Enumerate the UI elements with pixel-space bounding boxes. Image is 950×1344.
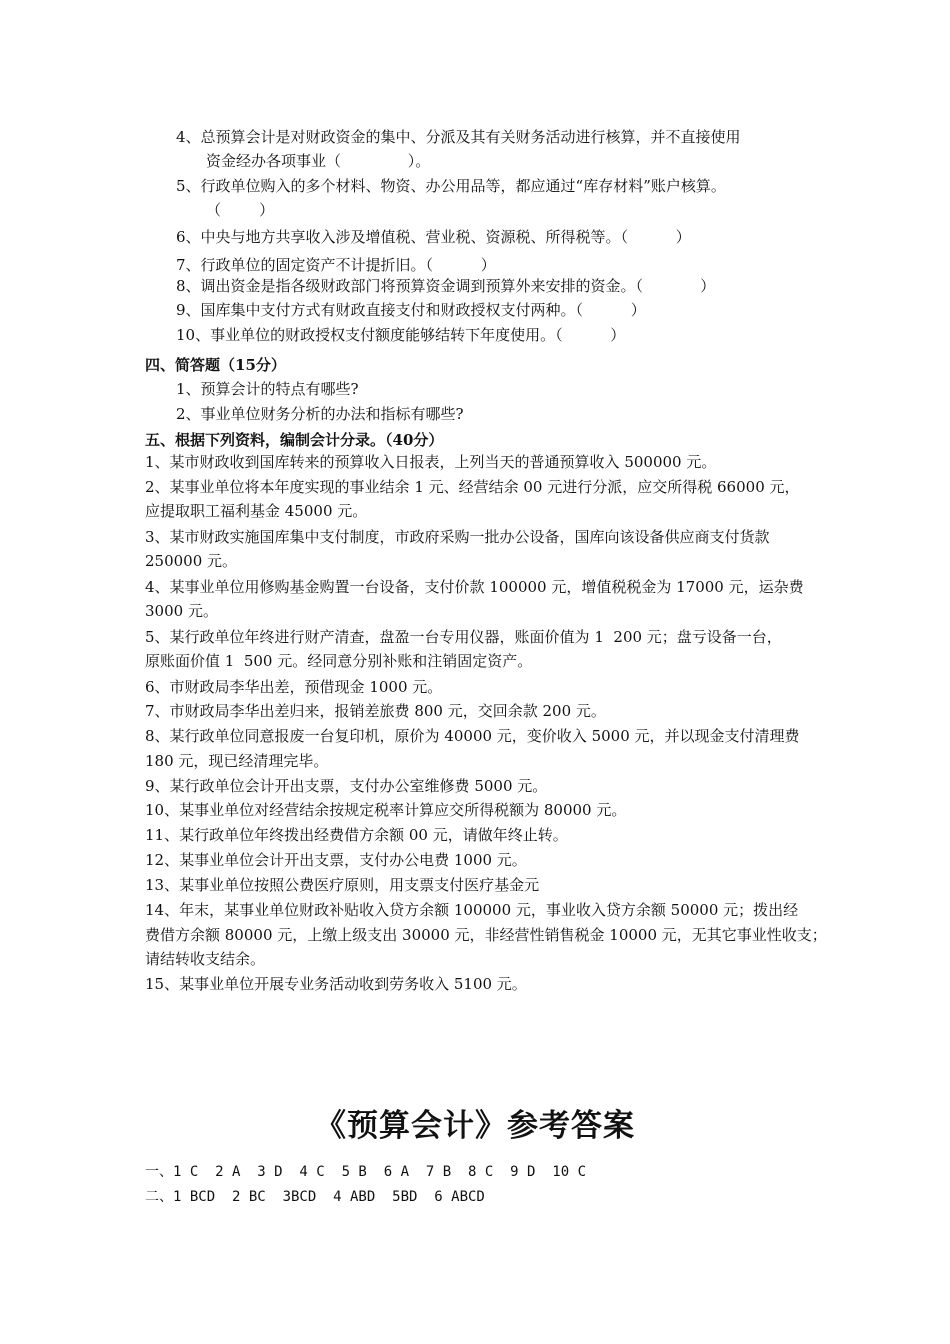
section5-line: 10、某事业单位对经营结余按规定税率计算应交所得税额为 80000 元。 bbox=[145, 801, 627, 819]
section5-line: 1、某市财政收到国库转来的预算收入日报表，上列当天的普通预算收入 500000 元。 bbox=[145, 453, 717, 471]
answers-line-2: 二、1 BCD 2 BC 3BCD 4 ABD 5BD 6 ABCD bbox=[145, 1189, 485, 1205]
section5-line: 3000 元。 bbox=[145, 602, 218, 620]
section4-question-2: 2、事业单位财务分析的办法和指标有哪些? bbox=[176, 405, 464, 423]
judgment-item-8: 8、调出资金是指各级财政部门将预算资金调到预算外来安排的资金。（ ） bbox=[176, 277, 716, 295]
section5-line: 3、某市财政实施国库集中支付制度，市政府采购一批办公设备，国库向该设备供应商支付货款 bbox=[145, 528, 770, 546]
section5-line: 250000 元。 bbox=[145, 552, 238, 570]
section5-line: 2、某事业单位将本年度实现的事业结余 1 元、经营结余 00 元进行分派，应交所得税 66000 元， bbox=[145, 478, 800, 496]
section5-line: 请结转收支结余。 bbox=[145, 950, 266, 968]
section5-line: 4、某事业单位用修购基金购置一台设备，支付价款 100000 元，增值税税金为 17000 元，运杂费 bbox=[145, 578, 804, 596]
section5-line: 180 元，现已经清理完毕。 bbox=[145, 752, 329, 770]
section5-line: 11、某行政单位年终拨出经费借方余额 00 元，请做年终止转。 bbox=[145, 826, 568, 844]
section5-line: 应提取职工福利基金 45000 元。 bbox=[145, 502, 368, 520]
judgment-item-4-line1: 4、总预算会计是对财政资金的集中、分派及其有关财务活动进行核算，并不直接使用 bbox=[176, 128, 741, 146]
judgment-item-6: 6、中央与地方共享收入涉及增值税、营业税、资源税、所得税等。（ ） bbox=[176, 228, 691, 246]
section5-heading: 五、根据下列资料，编制会计分录。（40分） bbox=[145, 431, 444, 449]
judgment-item-4-line2: 资金经办各项事业（ ）。 bbox=[206, 152, 431, 170]
section5-line: 原账面价值 1 500 元。经同意分别补账和注销固定资产。 bbox=[145, 652, 533, 670]
section5-line: 7、市财政局李华出差归来，报销差旅费 800 元，交回余款 200 元。 bbox=[145, 702, 606, 720]
judgment-item-9: 9、国库集中支付方式有财政直接支付和财政授权支付两种。（ ） bbox=[176, 301, 646, 319]
section4-question-1: 1、预算会计的特点有哪些? bbox=[176, 380, 359, 398]
judgment-item-10: 10、事业单位的财政授权支付额度能够结转下年度使用。（ ） bbox=[176, 326, 626, 344]
section5-line: 13、某事业单位按照公费医疗原则，用支票支付医疗基金元 bbox=[145, 876, 540, 894]
section5-line: 费借方余额 80000 元，上缴上级支出 30000 元，非经营性销售税金 10000 元，无其它事业性收支； bbox=[145, 926, 827, 944]
judgment-item-7: 7、行政单位的固定资产不计提折旧。（ ） bbox=[176, 256, 496, 274]
answers-title: 《预算会计》参考答案 bbox=[315, 1108, 635, 1144]
section5-line: 9、某行政单位会计开出支票，支付办公室维修费 5000 元。 bbox=[145, 777, 548, 795]
section5-line: 12、某事业单位会计开出支票，支付办公电费 1000 元。 bbox=[145, 851, 527, 869]
judgment-item-5-line1: 5、行政单位购入的多个材料、物资、办公用品等，都应通过“库存材料”账户核算。 bbox=[176, 177, 726, 195]
section4-heading: 四、简答题（15分） bbox=[145, 356, 286, 374]
section5-line: 6、市财政局李华出差，预借现金 1000 元。 bbox=[145, 678, 443, 696]
section5-line: 8、某行政单位同意报废一台复印机，原价为 40000 元，变价收入 5000 元，并以现金支付清理费 bbox=[145, 727, 800, 745]
judgment-item-5-line2: （ ） bbox=[206, 201, 275, 219]
section5-line: 5、某行政单位年终进行财产清查，盘盈一台专用仪器，账面价值为 1 200 元；盘亏设备一台， bbox=[145, 628, 782, 646]
section5-line: 15、某事业单位开展专业务活动收到劳务收入 5100 元。 bbox=[145, 975, 527, 993]
answers-line-1: 一、1 C 2 A 3 D 4 C 5 B 6 A 7 B 8 C 9 D 10 C bbox=[145, 1164, 587, 1180]
section5-line: 14、年末，某事业单位财政补贴收入贷方余额 100000 元，事业收入贷方余额 50000 元；拨出经 bbox=[145, 901, 799, 919]
